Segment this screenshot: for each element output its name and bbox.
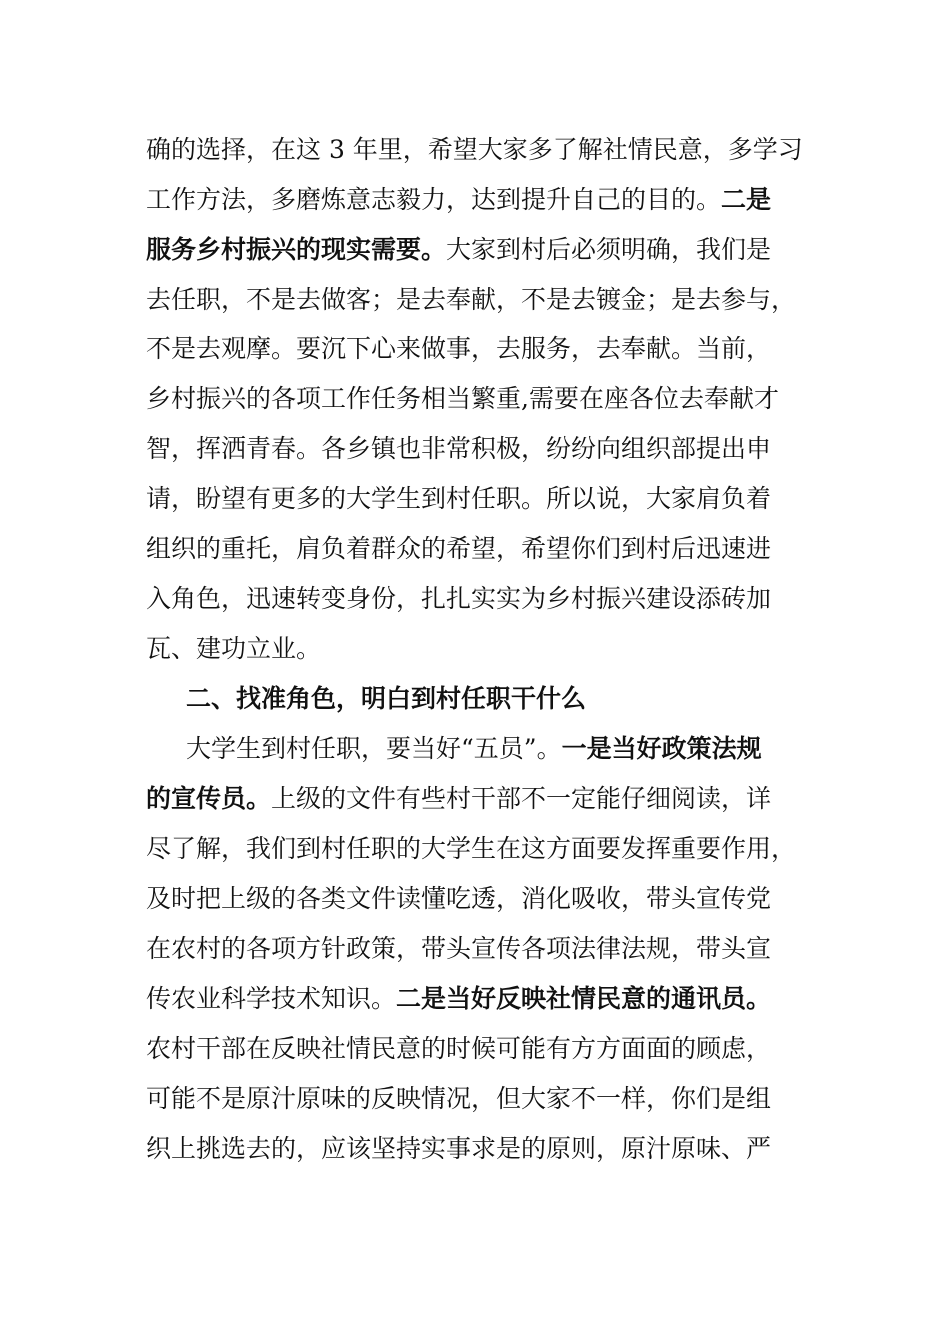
text-run: 去任职，不是去做客；是去奉献，不是去镀金；是去参与， <box>146 285 797 314</box>
text-line <box>146 579 826 619</box>
text-run: 入角色，迅速转变身份，扎扎实实为乡村振兴建设添砖加 <box>146 584 772 613</box>
text-run: 确的选择，在这 3 年里，希望大家多了解社情民意，多学习 <box>146 135 803 164</box>
bold-text-run: 二、找准角色，明白到村任职干什么 <box>186 684 587 713</box>
text-run: 智，挥洒青春。各乡镇也非常积极，纷纷向组织部提出申 <box>146 434 772 463</box>
text-line <box>146 280 826 320</box>
text-line <box>146 529 826 569</box>
text-run: 请，盼望有更多的大学生到村任职。所以说，大家肩负着 <box>146 484 772 513</box>
bold-text-run: 一是当好政策法规 <box>561 734 762 763</box>
bold-text-run: 的宣传员。 <box>146 784 272 813</box>
text-line <box>146 379 826 419</box>
bold-text-run: 服务乡村振兴的现实需要。 <box>146 235 447 264</box>
text-run: 瓦、建功立业。 <box>146 634 322 663</box>
text-line <box>146 130 826 170</box>
text-line <box>146 1079 826 1119</box>
text-line <box>146 1129 826 1169</box>
bold-text-run: 二是 <box>721 185 772 214</box>
text-run: 可能不是原汁原味的反映情况，但大家不一样，你们是组 <box>146 1084 772 1113</box>
text-run: 不是去观摩。要沉下心来做事，去服务，去奉献。当前， <box>146 334 772 363</box>
text-run: 上级的文件有些村干部不一定能仔细阅读，详 <box>271 784 772 813</box>
text-line <box>146 180 826 220</box>
text-line <box>186 729 866 769</box>
text-line <box>146 1029 826 1069</box>
text-line <box>146 479 826 519</box>
text-run: 乡村振兴的各项工作任务相当繁重,需要在座各位去奉献才 <box>146 384 779 413</box>
text-run: 传农业科学技术知识。 <box>146 984 397 1013</box>
text-run: 尽了解，我们到村任职的大学生在这方面要发挥重要作用， <box>146 834 797 863</box>
text-line <box>146 629 826 669</box>
text-run: 大学生到村任职，要当好“五员”。 <box>186 734 562 763</box>
text-line <box>146 879 826 919</box>
text-line <box>146 979 826 1019</box>
text-line <box>146 429 826 469</box>
text-line <box>146 929 826 969</box>
text-run: 组织的重托，肩负着群众的希望，希望你们到村后迅速进 <box>146 534 772 563</box>
section-heading <box>186 679 866 719</box>
text-line <box>146 329 826 369</box>
text-line <box>146 779 826 819</box>
text-run: 在农村的各项方针政策，带头宣传各项法律法规，带头宣 <box>146 934 772 963</box>
text-run: 农村干部在反映社情民意的时候可能有方方面面的顾虑， <box>146 1034 772 1063</box>
text-run: 织上挑选去的，应该坚持实事求是的原则，原汁原味、严 <box>146 1134 772 1163</box>
text-line <box>146 230 826 270</box>
text-line <box>146 829 826 869</box>
text-run: 及时把上级的各类文件读懂吃透，消化吸收，带头宣传党 <box>146 884 772 913</box>
text-run: 工作方法，多磨炼意志毅力，达到提升自己的目的。 <box>146 185 722 214</box>
bold-text-run: 二是当好反映社情民意的通讯员。 <box>396 984 772 1013</box>
text-run: 大家到村后必须明确，我们是 <box>446 235 772 264</box>
